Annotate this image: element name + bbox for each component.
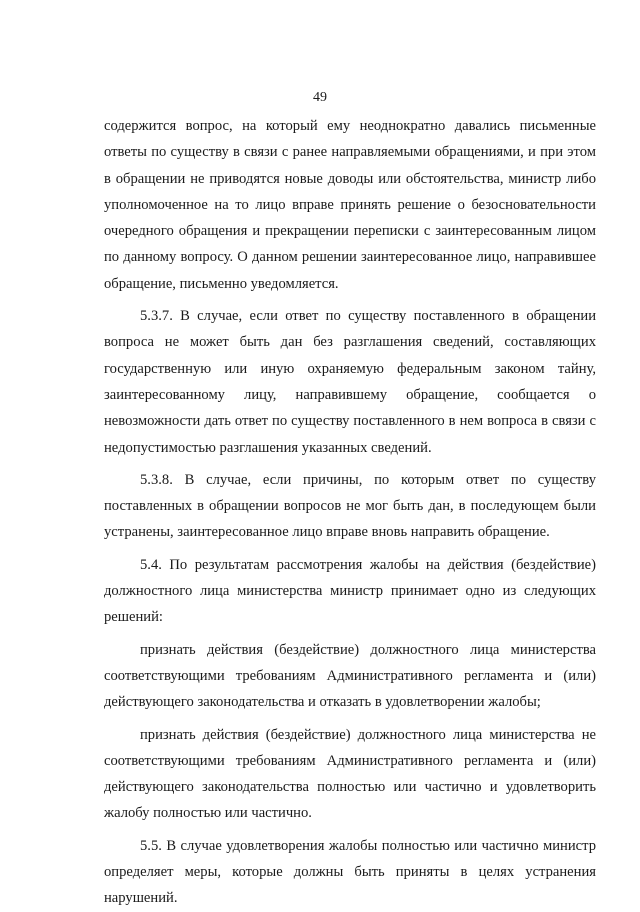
paragraph-continuation: содержится вопрос, на который ему неоднократно давались письменные ответы по существу в связи с ранее направляемыми обращениями, и при этом в обращении не приводятся новые доводы или обстоятельства, министр либо уполномоченное на то лицо вправе принять решение о безосновательности очередного обращения и прекращении переписки с заинтересованным лицом по данному вопросу. О данном решении заинтересованное лицо, направившее обращение, письменно уведомляется. bbox=[104, 118, 596, 292]
paragraph-decision-option-2: признать действия (бездействие) должностного лица министерства не соответствующими требованиям Административного регламента и (или) действующего законодательства полностью или частично и удовлетворить жалобу полностью или частично. bbox=[104, 726, 596, 822]
paragraph-5-3-7: 5.3.7. В случае, если ответ по существу поставленного в обращении вопроса не может быть дан без разглашения сведений, составляющих государственную или иную охраняемую федеральным законом тайну, заинтересованному лицу, направившему обращение, сообщается о невозможности дать ответ по существу поставленного в нем вопроса в связи с недопустимостью разглашения указанных сведений. bbox=[104, 308, 596, 456]
paragraph-decision-option-1: признать действия (бездействие) должностного лица министерства соответствующими требованиям Административного регламента и (или) действующего законодательства и отказать в удовлетворении жалобы; bbox=[104, 641, 596, 711]
paragraph-5-3-8: 5.3.8. В случае, если причины, по которым ответ по существу поставленных в обращении вопросов не мог быть дан, в последующем были устранены, заинтересованное лицо вправе вновь направить обращение. bbox=[104, 471, 596, 541]
document-body bbox=[104, 113, 596, 912]
page-number: 49 bbox=[313, 90, 327, 105]
paragraph-5-5: 5.5. В случае удовлетворения жалобы полностью или частично министр определяет меры, которые должны быть приняты в целях устранения нарушений. bbox=[104, 837, 596, 907]
paragraph-5-4: 5.4. По результатам рассмотрения жалобы на действия (бездействие) должностного лица министерства министр принимает одно из следующих решений: bbox=[104, 556, 596, 626]
